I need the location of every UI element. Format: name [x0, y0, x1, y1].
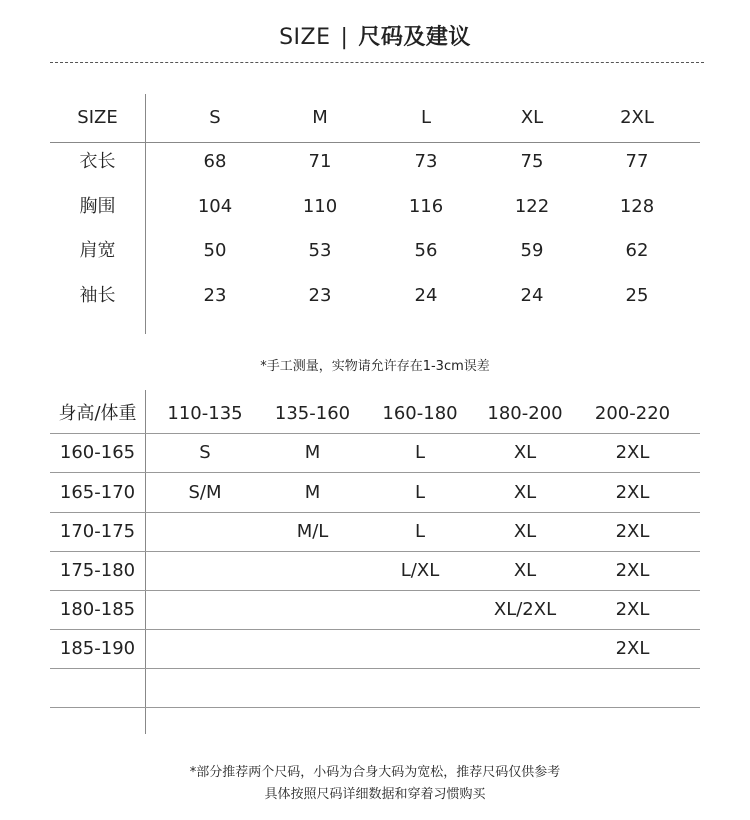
- header-cell: 2XL: [620, 107, 654, 128]
- row-label: 160-165: [59, 442, 136, 463]
- table-row: [50, 629, 700, 669]
- table-cell: [475, 668, 575, 707]
- table-cell: 116: [408, 196, 444, 217]
- row-label: 185-190: [59, 638, 136, 659]
- header-cell: XL: [520, 107, 544, 128]
- table-cell: L: [414, 482, 426, 503]
- table-cell: 128: [619, 196, 655, 217]
- header-cell: 135-160: [274, 403, 351, 424]
- recommendation-note: [0, 762, 750, 806]
- row-label: 袖长: [79, 285, 116, 306]
- table-cell: M: [304, 482, 321, 503]
- table-cell: 122: [514, 196, 550, 217]
- table-cell: 73: [414, 151, 438, 172]
- table-cell: 50: [203, 240, 227, 261]
- row-label: 肩宽: [79, 240, 116, 261]
- table-cell: 77: [625, 151, 649, 172]
- table-cell: M/L: [296, 521, 329, 542]
- row-label: 165-170: [59, 482, 136, 503]
- table-cell: 62: [625, 240, 649, 261]
- table-cell: 24: [414, 285, 438, 306]
- header-cell: L: [420, 107, 432, 128]
- table-cell: 2XL: [615, 482, 650, 503]
- table-cell: 2XL: [615, 638, 650, 659]
- table-cell: XL/2XL: [493, 599, 557, 620]
- table-cell: M: [304, 442, 321, 463]
- table-cell: 2XL: [615, 521, 650, 542]
- table-cell: [370, 590, 470, 629]
- row-label: 180-185: [59, 599, 136, 620]
- table-row: [50, 274, 700, 318]
- table-cell: [585, 668, 680, 707]
- table-row: [50, 473, 700, 513]
- table-cell: 53: [308, 240, 332, 261]
- table-cell: 71: [308, 151, 332, 172]
- table-cell: [265, 629, 360, 668]
- table-cell: 2XL: [615, 599, 650, 620]
- header-cell: 200-220: [594, 403, 671, 424]
- table-row: [50, 185, 700, 229]
- table-cell: L: [414, 442, 426, 463]
- row-label: 衣长: [79, 151, 116, 172]
- table-cell: 59: [520, 240, 544, 261]
- table-row: [50, 590, 700, 630]
- dotted-divider: [50, 62, 704, 63]
- recommend-table-header-row: [50, 394, 700, 434]
- measurement-note: *手工测量，实物请允许存在1-3cm误差: [260, 359, 490, 374]
- recommendation-note-line1: *部分推荐两个尺码，小码为合身大码为宽松，推荐尺码仅供参考: [189, 765, 561, 780]
- table-cell: 23: [203, 285, 227, 306]
- row-label: 170-175: [59, 521, 136, 542]
- table-cell: XL: [513, 560, 537, 581]
- table-row: [50, 668, 700, 708]
- table-cell: XL: [513, 442, 537, 463]
- table-row: [50, 433, 700, 473]
- table-cell: [370, 629, 470, 668]
- table-cell: [265, 590, 360, 629]
- size-table-header-row: [50, 96, 700, 140]
- header-cell: 110-135: [167, 403, 243, 424]
- table-row: [50, 140, 700, 184]
- table-cell: [160, 668, 250, 707]
- table-cell: 110: [302, 196, 338, 217]
- header-cell: SIZE: [77, 107, 118, 128]
- header-cell: S: [209, 107, 221, 128]
- table-cell: [160, 629, 250, 668]
- table-cell: 68: [203, 151, 227, 172]
- table-cell: L: [414, 521, 426, 542]
- table-cell: [370, 668, 470, 707]
- table-cell: 24: [520, 285, 544, 306]
- title-en: SIZE: [279, 25, 331, 50]
- row-label: 175-180: [59, 560, 136, 581]
- row-label: [50, 668, 145, 707]
- table-cell: [265, 551, 360, 590]
- table-cell: [475, 629, 575, 668]
- table-cell: 56: [414, 240, 438, 261]
- header-cell: 160-180: [382, 403, 458, 424]
- table-cell: 25: [625, 285, 649, 306]
- recommendation-note-line2: 具体按照尺码详细数据和穿着习惯购买: [264, 787, 486, 802]
- table-row: [50, 551, 700, 591]
- table-cell: 75: [520, 151, 544, 172]
- table-cell: 104: [197, 196, 233, 217]
- table-cell: [160, 551, 250, 590]
- row-label: 胸围: [79, 196, 116, 217]
- table-cell: S: [199, 442, 211, 463]
- header-cell: 身高/体重: [58, 403, 137, 424]
- table-cell: S/M: [188, 482, 222, 503]
- page-title: [0, 20, 750, 51]
- table-cell: [160, 590, 250, 629]
- title-cn: 尺码及建议: [358, 25, 471, 50]
- title-separator: |: [340, 25, 349, 50]
- header-cell: M: [312, 107, 328, 128]
- table-cell: XL: [513, 482, 537, 503]
- table-cell: 2XL: [615, 560, 650, 581]
- table-cell: 2XL: [615, 442, 650, 463]
- header-cell: 180-200: [487, 403, 563, 424]
- table-cell: XL: [513, 521, 537, 542]
- table-row: [50, 229, 700, 273]
- table-cell: 23: [308, 285, 332, 306]
- table-cell: L/XL: [400, 560, 440, 581]
- table-row: [50, 512, 700, 552]
- table-cell: [160, 512, 250, 551]
- table-cell: [265, 668, 360, 707]
